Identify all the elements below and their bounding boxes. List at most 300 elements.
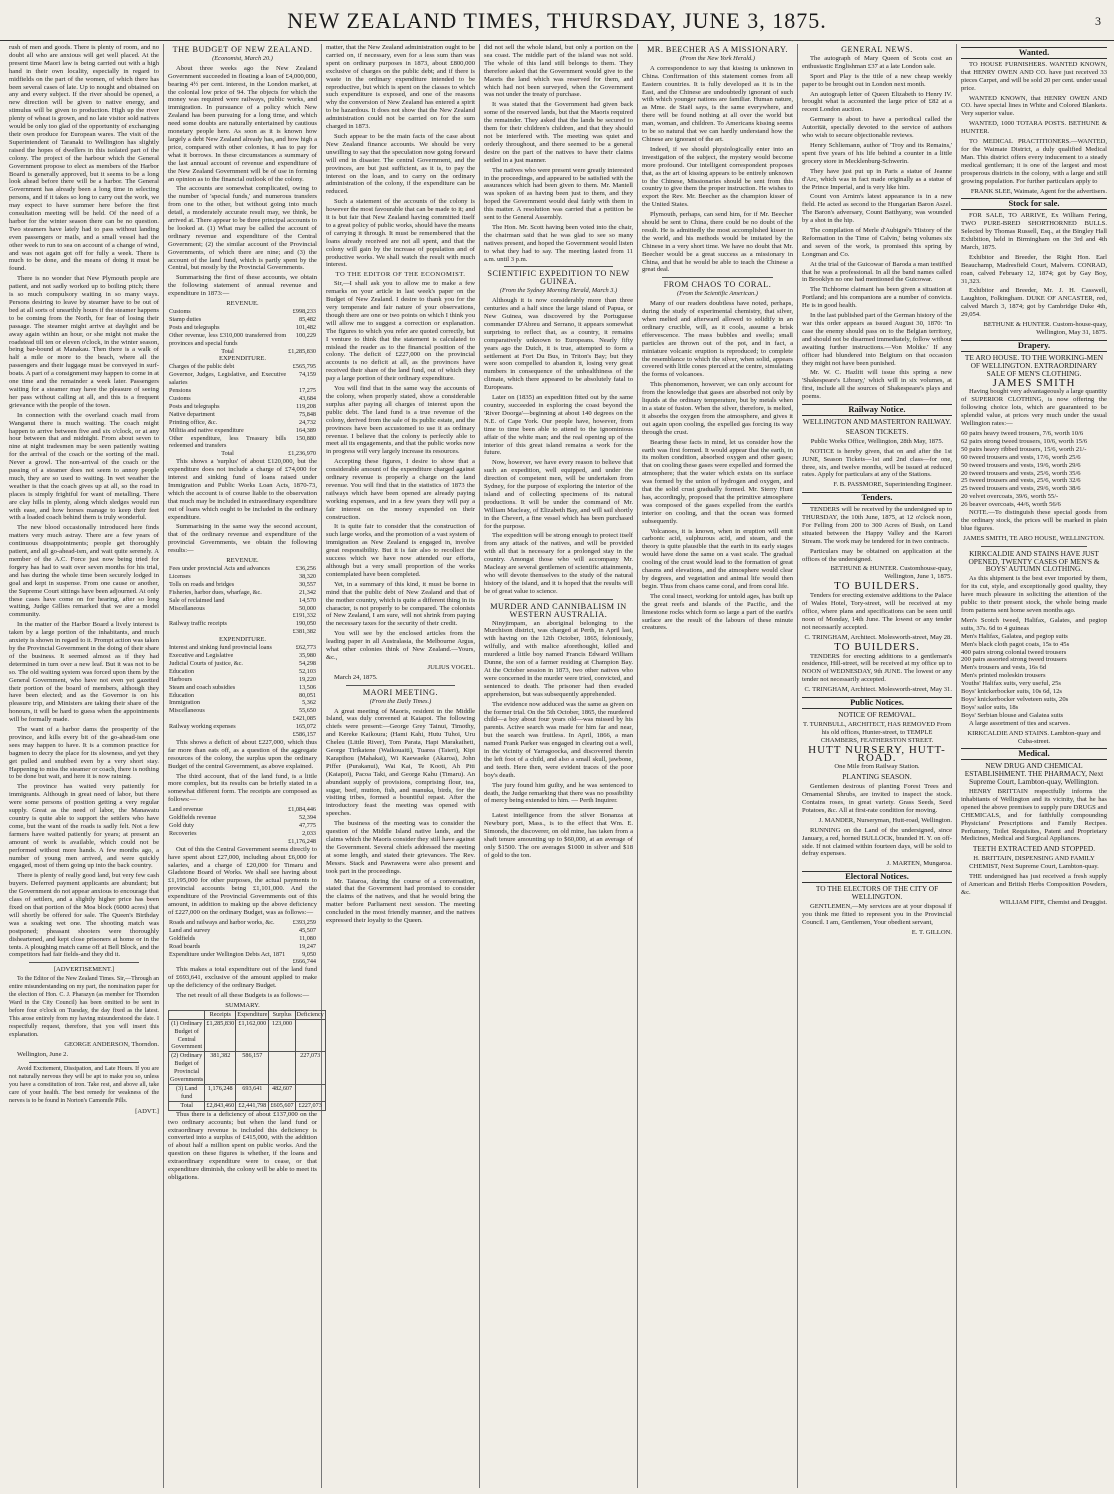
article-text: Many of our readers doubtless have noted, perhaps, during the study of experimental chemistry, that silver, when melted and afterward allowed to solidify in an ordinary crucible, will, as it cools, assume a brisk effervescence. The mass bubbles and swells; small particles are thrown out of the pot, and in fact, a miniature volcanic eruption is reproduced; to complete the resemblance to which the silver, when solid, appears covered with little cones pierced at the centre, simulating the forms of volcanoes. (642, 300, 793, 379)
table-cell: 101,482 (295, 323, 316, 331)
table-row (168, 943, 317, 951)
column-3 (323, 44, 478, 1488)
article-text: Ninyjimpam, an aboriginal belonging to the Murchison district, was charged at Perth, in April last, with having on the 12th October, 1865, feloniously, wilfully, and with malice aforethought, killed and murdered a little boy named Francis Edward William Dunne, the son of a farmer residing at Champion Bay. At the October session in 1873, two other natives who were concerned in the murder were tried, convicted, and sentenced to death. The prisoner had then evaded apprehension, but was subsequently apprehended. (484, 619, 633, 698)
advert-text: NOTICE is hereby given, that on and after the 1st JUNE, Season Tickets—1st and 2nd class—for one, three, six, and twelve months, will be issued at reduced rates. Apply for particulars at any of the Stations. (802, 447, 952, 479)
section-heading: Railway Notice. (802, 404, 952, 416)
advert-signature: C. TRINGHAM, Architect. Molesworth-street, May 28. (804, 633, 952, 641)
table-row (169, 1085, 326, 1102)
advert-title: TO BUILDERS. (834, 580, 920, 593)
table-row (168, 620, 317, 628)
table-row (168, 427, 317, 435)
letter-text: You will see by the enclosed articles from the leading paper in all Australasia, the Melbourne Argus, what other colonies think of New Zealand.—Yours, &c., (326, 630, 475, 661)
section-heading: Stock for sale. (961, 198, 1107, 210)
table-cell: Charges of the public debt (169, 363, 235, 371)
table-total (168, 958, 317, 966)
list-item: 400 pairs strong colonial tweed trousers (961, 648, 1067, 656)
article-text: The new blood occasionally introduced here finds matters very much astray. There are a few years of continuous disappointments; people get thoroughly patient, and all go-ahead-ism, and wait quite serenely. A member of the A.C. Force just now being tried for forgery has had to wait over seven months for his trial, and has during the whole time been securely lodged in goal and kept in suspense. From one cause or another, the Supreme Court sittings have been adjourned. At only these cases have come on for hearing, after so long waiting, Judge Gillies remarked that we are a model community. (9, 524, 159, 619)
list-item: 20 tweed trousers and vests, 25/6, worth 35/6 (961, 469, 1081, 477)
table-cell: 52,394 (298, 814, 316, 822)
letter-text: It is quite fair to consider that the construction of such large works, and the promotion of a vast system of immigration as New Zealand is engaged in, involve great responsibility. But it is fair also to recollect the success which we have now attended our efforts, although but a very small proportion of the works contemplated have been completed. (326, 523, 475, 578)
table-cell: Expenditure (237, 1010, 268, 1018)
advert-title: KIRKCALDIE AND STAINS HAVE JUST OPENED, TWENTY CASES OF MEN'S & BOYS' AUTUMN CLOTHING. (968, 548, 1100, 574)
article-text: matter, that the New Zealand administration ought to be carried on, if necessary, even for a less sum than was spent on ordinary purposes in 1873, about £800,000 exclusive of charges on the public debt; and if there is waste in the ordinary expenditure intended to be reproductive, but which is spent on the classes to which such expenditure is exposed, and one of the reasons why the conversion of New Zealand has entered a spirit to be hazardous. It does not show that the New Zealand administration could not be carried on for the sum charged in 1873. (326, 44, 475, 131)
headline: MURDER AND CANNIBALISM IN WESTERN AUSTRALIA. (490, 601, 627, 619)
table-cell: 2,033 (302, 829, 316, 837)
provincial-revenue-table (168, 565, 317, 636)
advert-signature: E. T. GILLON. (911, 928, 952, 936)
table-row (168, 935, 317, 943)
advert-subtitle: PLANTING SEASON. (842, 772, 912, 782)
table-cell: Deficiency (296, 1010, 324, 1018)
table-cell (168, 612, 288, 620)
table-row (168, 581, 317, 589)
advert-note: A large assortment of ties and scarves. (969, 719, 1071, 727)
table-total (168, 450, 317, 458)
article-text: Summarising the first of these accounts, we obtain the following statement of annual revenue and expenditure in 1873:— (168, 274, 317, 298)
letter-signature: JULIUS VOGEL. (427, 663, 475, 671)
list-item: Boys' knickerbocker velveteen suits, 20s (961, 695, 1069, 703)
advert-title: TO BUILDERS. (834, 640, 920, 653)
headline: SCIENTIFIC EXPEDITION TO NEW GUINEA. (487, 269, 630, 287)
table-cell: Railway traffic receipts (169, 620, 227, 628)
advert-text: Exhibitor and Breeder, Mr. J. H. Casswell, Laughton, Folkingham. DUKE OF ANCASTER, red, calved March 3, 1874; got by Cambridge Duke 4th, 29,054. (961, 287, 1107, 319)
divider (346, 685, 455, 686)
article-text: The accounts are somewhat complicated, owing to the number of 'special funds,' and numerous transfers from one to the other, but without going into much detail, a moderately accurate result may, we think, be arrived at. There appear to be three principal accounts to be looked at. (1) What may be called the account of ordinary revenue and expenditure of the Central Government; (2) the similar account of the Provincial Governments, of which there are nine; and (3) the account of the land fund, which is partly spent by the Central, but mostly by the Provincial Governments. (168, 185, 317, 272)
table-row (168, 332, 317, 348)
advert-signature: BETHUNE & HUNTER. Custom-house-quay, Wellington, May 31, 1875. (983, 321, 1107, 336)
article-text: It was stated that the Government had given back some of the reserved lands, but that the Maoris required the remainder. They asked that the lands be secured to them for their children's children, and that they should not be interfered with. The meeting was quiet and orderly throughout, and there seemed to be a general desire on the part of the natives to have their claims settled in a just manner. (484, 101, 633, 164)
table-row (168, 806, 317, 814)
table-cell: Total (169, 1101, 205, 1110)
table-cell (169, 1010, 205, 1019)
list-item: 60 pairs heavy tweed trousers, 7/6, worth 10/6 (961, 429, 1084, 437)
table-cell: £1,162,000 (236, 1019, 269, 1052)
table-total (168, 715, 317, 723)
advert-subtitle: SEASON TICKETS. (845, 426, 909, 436)
table-cell: Tolls on roads and bridges (169, 580, 235, 588)
letter-text: You will find that in the same way the accounts of the colony, when properly stated, show a considerable surplus after paying all charges of interest upon the public debt. The land fund is a true revenue of the colony, derived from the sale of its public estate, and the provinces have been accustomed to use it as ordinary revenue. I believe that the colony is perfectly able to meet all its engagements, and that the public works now in progress will very largely increase its resources. (326, 385, 475, 456)
advert-signature: J. MARTEN, Mungaroa. (886, 860, 952, 868)
table-cell (295, 1085, 325, 1102)
article-text: The net result of all these Budgets is as follows:— (176, 992, 310, 1000)
advert-text: HENRY BRITTAIN respectfully informs the inhabitants of Wellington and its vicinity, that he has opened the above premises to supply pure DRUGS and CHEMICALS, and for faithfully compounding Physicians' Prescriptions and Family Recipes. Perfumery, Toilet Requisites, Patent and Proprietary Medicines, Medical and Surgical Appliances. (961, 788, 1107, 843)
article-text: The business of the meeting was to consider the question of the Middle Island native lands, and the claims which the Maoris consider they still have against the Government. Several chiefs addressed the meeting at some length, and stated their grievances. The Rev. Messrs. Stack and Pawrawera were also present and took part in the proceedings. (326, 820, 475, 875)
table-cell: £565,795 (292, 363, 316, 371)
provincial-expenditure-table (168, 644, 317, 739)
column-rule (637, 44, 638, 1488)
source-line: (From the Scientific American.) (677, 290, 758, 298)
table-cell: Total (221, 450, 234, 458)
advert-text: Particulars may be obtained on application at the offices of the undersigned. (802, 547, 952, 563)
land-expenditure-table (168, 919, 317, 966)
letter-signature: GEORGE ANDERSON, Thorndon. (64, 1041, 159, 1049)
table-cell: Sale of reclaimed land (169, 596, 225, 604)
table-cell: 100,229 (295, 331, 316, 339)
table-cell: Posts and telegraphs (169, 323, 220, 331)
table-cell: Fisheries, harbor dues, wharfage, &c. (169, 588, 262, 596)
dateline: March 24, 1875. (334, 673, 378, 681)
table-cell: Goldfields revenue (169, 814, 217, 822)
divider (504, 266, 613, 267)
advert-text: GENTLEMEN,—My services are at your disposal if you think me fitted to represent you in the Provincial Council. I am, Gentlemen, Your obedient servant, (802, 903, 952, 926)
advert-signature: J. MANDER, Nurseryman, Hutt-road, Wellington. (818, 816, 952, 824)
article-text: Such appear to be the main facts of the case about New Zealand finance accounts. We should be very unwilling to say that the speculation now going forward will end in disaster. The central Government, and the provinces, are but just sufficient, as it is, to pay the interest on the loan, and to carry on the ordinary administration of the colony, if the expenditure can be reduced. (326, 132, 475, 196)
list-item: Men's black cloth pagot coats, 15s to 45s (961, 640, 1070, 648)
table-cell: £1,236,970 (288, 450, 316, 458)
table-cell: 1,176,248 (205, 1085, 236, 1102)
table-heading: EXPENDITURE. (218, 636, 267, 644)
table-cell: 43,684 (298, 394, 316, 402)
table-cell: Miscellaneous (169, 707, 205, 715)
list-item: 50 tweed trousers and vests, 19/6, worth 29/6 (961, 461, 1081, 469)
section-heading: Public Notices. (802, 697, 952, 709)
column-rule (163, 44, 164, 1488)
advert-text: T. TURNBULL, ARCHITECT, HAS REMOVED From his old offices, Hunter-street, to TEMPLE CHAMBERS, FEATHERSTON STREET. (803, 720, 951, 744)
table-cell: 24,732 (298, 418, 316, 426)
table-cell: £998,233 (292, 308, 316, 315)
table-row (168, 951, 317, 959)
table-row (168, 652, 317, 660)
table-cell: 693,641 (236, 1085, 269, 1102)
list-item: 60 tweed trousers and vests, 17/6, worth 25/6 (961, 453, 1081, 461)
column-4 (481, 44, 636, 1488)
article-text: The jury found him guilty, and he was sentenced to death, the Judge remarking that there was no possibility of mercy being extended to him. — Perth Inquirer. (484, 781, 633, 805)
table-cell: Printing office, &c. (169, 418, 218, 426)
advert-text: THE undersigned has just received a fresh supply of American and British Herbs Composition Powders, &c. (961, 873, 1107, 896)
table-cell: Land and survey (169, 926, 211, 934)
list-item: Youths' Halifax suits, very useful, 25s (961, 680, 1061, 688)
table-cell: 586,157 (236, 1052, 269, 1085)
table-cell: £605,607 (270, 1101, 294, 1109)
news-item: In the last published part of the German history of the war this order appears as issued August 30, 1870: 'In case the enemy should pass on to the Belgian territory, and should not be disarmed immediately, follow without awaiting further instructions.—Von Moltke.' If any officer had blundered into Belgium on that occasion they might not have been punished. (802, 312, 952, 367)
table-row (168, 435, 317, 451)
advert-text: FOR SALE, TO ARRIVE, Ex William Fering, TWO PURE-BRED SHORTHORNED BULLS. Selected by Thomas Russell, Esq., at the Bingley Hall Exhibition, held in Birmingham on the 3rd and 4th March, 1875. (961, 212, 1107, 251)
column-rule (321, 44, 322, 1488)
table-row (168, 668, 317, 676)
land-fund-table (168, 806, 317, 846)
table-cell: £421,085 (292, 715, 316, 723)
table-cell: Surplus (269, 1010, 295, 1019)
table-cell: (1) Ordinary Budget of Central Government (169, 1019, 205, 1052)
news-item: Count von Arnim's latest appearance is in a new field. He acted as second to the Hungarian Baron Aszel. The Baron's adversary, Count Batthyany, was wounded by a shot in the hip. (802, 193, 952, 225)
table-row (168, 387, 317, 395)
section-heading: Medical. (961, 748, 1107, 760)
table-cell: 55,650 (298, 707, 316, 715)
table-cell: 17,275 (298, 387, 316, 395)
table-row (168, 660, 317, 668)
news-item: Mr. W. C. Hazlitt will issue this spring a new 'Shakespeare's Library,' which will in six volumes, at first, include all the sources of Shakespeare's plays and poems. (802, 369, 952, 401)
news-item: The compilation of Merle d'Aubigné's 'History of the Reformation in the Time of Calvin,' being volumes six and seven of the work, is promised this spring by Longman and Co. (802, 227, 952, 258)
headline: TO THE EDITOR OF THE ECONOMIST. (335, 271, 466, 279)
advert-signature: FRANK SLEE, Waimate, Agent for the advertisers. (970, 187, 1107, 195)
letter-text: Yet, in a summary of this kind, it must be borne in mind that the public debt of New Zealand and that of the mother country, which is quite a different thing in its character, is not properly to be compared. The colonists of New Zealand, I am sure, will not shrink from paying the necessary taxes for the security of their credit. (326, 580, 475, 628)
table-row (168, 927, 317, 935)
advert-text: Avoid Excitement, Dissipation, and Late Hours. If you are not naturally nervous they will be apt to make you so, unless you have a constitution of iron. Take rest, and above all, take care of your health. The best remedy for weakness of the nerves is to be found in Norton's Camomile Pills. (9, 1066, 159, 1104)
table-cell: 123,000 (269, 1019, 295, 1052)
headline: FROM CHAOS TO CORAL. (663, 280, 772, 290)
article-text: This shows a deficit of about £227,000, which thus far more than eats off, as a question of the aggregate resources of the colony, the surplus upon the ordinary Budget of the central Government, as above explained. (168, 738, 317, 770)
table-cell: Judicial Courts of justice, &c. (169, 659, 243, 667)
table-cell: 150,880 (295, 434, 316, 442)
article-text: This shows a 'surplus' of about £120,000, but the expenditure does not include a charge of £74,000 for interest and sinking fund of loans raised under Immigration and Public Works Loan Acts, 1870-73, which the account is of course liable to the observation that much may be included in extraordinary expenditure out of loans which ought to be included in the ordinary expenditure. (168, 458, 317, 521)
article-text: About three weeks ago the New Zealand Government succeeded in floating a loan of £4,000,000, bearing 4½ per cent. interest, in the London market, at the colonial low price of 94. The objects for which the money was required were railways, public works, and immigration. In pursuance of a policy which New Zealand has been pursuing for a long time, and which need some doubts are naturally entertained by cautious monetary people here. As soon as it is known how largely a debt New Zealand already has, and how high a price, compared with other colonies, it has to pay for what it borrows. In these circumstances a summary of the last annual account of revenue and expenditure of the New Zealand Government will be of use in forming an opinion as to the financial outlook of the colony. (168, 64, 317, 183)
table-cell: Education (169, 667, 195, 675)
table-row (168, 395, 317, 403)
list-item: 25 tweed trousers and vests, 25/6, worth 32/6 (961, 477, 1081, 485)
news-item: An autograph letter of Queen Elizabeth to Henry IV. brought what is accounted the large price of £82 at a recent London auction. (802, 90, 952, 114)
divider (662, 277, 773, 278)
advert-text: Tenders for erecting extensive additions to the Palace of Wales Hotel, Tory-street, will be received at my office, where plans and specifications can be seen until noon of Monday, 14th June. The lowest or any tender not necessarily accepted. (802, 592, 952, 631)
advert-title: NOTICE OF REMOVAL. (838, 709, 916, 719)
advert-tag: [ADVT.] (135, 1107, 159, 1115)
article-text: The expedition will be strong enough to protect itself from any attack of the natives, and will be provided with all that is necessary for a prolonged stay in the country. Amongst those who will accompany Mr. Macleay are several gentlemen of scientific attainments, who will devote themselves to the study of the natural history of the island, and it is hoped that the results will be of great value to science. (484, 532, 633, 595)
table-row (169, 1101, 326, 1110)
list-item: 20 velvet overcoats, 39/6, worth 55/- (961, 493, 1059, 501)
table-row (168, 371, 317, 387)
source-line: (From the New York Herald.) (680, 54, 755, 62)
article-text: The want of a harbor dams the prosperity of the province, and kills every bit of the go-ahead-ism one sees may happen to have. It is a common practice for bagmen to decry the place for its slowness, and yet they get pulled and snubbed even by a very short stay. Happening to miss the steamer or coach, there is nothing to be done but wait, and here it is now raining. (9, 726, 159, 781)
table-row (168, 644, 317, 652)
table-cell: £1,176,248 (288, 837, 316, 845)
table-cell: Steam and coach subsidies (169, 683, 236, 691)
table-cell: £393,259 (292, 918, 316, 926)
advert-signature: C. TRINGHAM, Architect. Molesworth-street, May 31. (804, 686, 952, 694)
table-cell: Militia and native expenditure (169, 426, 244, 434)
list-item: 62 pairs strong tweed trousers, 10/6, worth 15/6 (961, 437, 1088, 445)
article-text: A correspondence to say that kissing is unknown in China. Confirmation of this statement comes from all Eastern countries. It is fully developed as it is in the East, and the Chinese are undoubtedly ignorant of such with which younger nations are familiar. Human nature, as Mme. de Staël says, is the same everywhere, and there will be found nothing at all over the world but man, woman, and children. To Americans kissing seems to be so natural that we can hardly understand how the Chinese are ignorant of the art. (642, 64, 793, 143)
column-rule (479, 44, 480, 1488)
news-item: The autograph of Mary Queen of Scots cost an enthusiastic Englishman £37 at a late London sale. (802, 54, 952, 70)
table-heading: REVENUE. (226, 557, 259, 565)
table-cell: 13,506 (298, 683, 316, 691)
table-total (168, 628, 317, 636)
table-cell: Goldfields (169, 934, 196, 942)
article-text: Latest intelligence from the silver Bonanza at Newbury port, Mass., is to the effect that Wm. E. Simonds, the discoverer, on old mine, has taken from a shaft tenure amounting up to $60,000, at an average of only $1500. The ore averages $1000 in silver and $18 of gold to the ton. (484, 812, 633, 859)
letter-text: Accepting these figures, I desire to show that a considerable amount of the expenditure charged against ordinary revenue is properly a charge on the land revenue. You will find that in the statistics of 1873 the railways which have been opened are already paying working expenses, and in a few years they will pay a fair interest on the money expended on their construction. (326, 458, 475, 521)
table-cell: Education (169, 691, 195, 699)
table-cell: Posts and telegraphs (169, 402, 220, 410)
list-item: Boys' sailor suits, 18s (961, 703, 1019, 711)
advert-text: As this shipment is the best ever imported by them, for its cut, style, and exceptionally good quality, they have much pleasure in soliciting the attention of the public to their present stock, the whole being made from patterns sent home seven months ago. (961, 575, 1107, 614)
article-text: Plymouth, perhaps, can send him, for if Mr. Beecher should be sent to China, there could be no doubt of the result. He is admittedly the most accomplished kisser in the world, and his methods would be imitated by the Chinese in a very short time. We have no doubt that Mr. Beecher would be a great success as a missionary in China, and that he would be able to teach the Chinese a great deal. (642, 211, 793, 274)
advert-title: WELLINGTON AND MASTERTON RAILWAY. (802, 416, 952, 426)
article-text: did not sell the whole island, but only a portion on the sea coast. The middle part of the island was not sold. The whole of this land still belongs to them. They therefore asked that the Government would give to the Maoris the land which was reserved for them, and which had not been surveyed, when the Government was not under the treaty of purchase. (484, 44, 633, 99)
table-heading: SUMMARY. (225, 1001, 260, 1009)
advert-text: Having bought very advantageously a large quantity of SUPERIOR CLOTHING, is now offering the following choice lots, which are guaranteed to be splendid value, at prices very much under the usual Wellington rates:— (961, 388, 1107, 428)
table-cell: Expenditure under Wellington Debts Act, 1871 (169, 950, 286, 958)
advert-signature: WILLIAM FIFE, Chemist and Druggist. (999, 898, 1107, 906)
list-item: 50 pairs heavy ribbed trousers, 15/6, worth 21/- (961, 445, 1087, 453)
table-cell: £227,073 (295, 1101, 325, 1110)
article-text: Out of this the Central Government seems directly to have spent about £27,000, including about £6,000 for salaries, and a charge of £20,000 for Timaru and Gladstone Board of Works. We shall see having about £1,195,000 for other purposes, the actual payments to provincial accounts being £1,101,000. And the expenditure of the Provincial Governments out of this amount, in addition to making up the above deficiency of £227,000 on the ordinary Budget, was as follows:— (168, 845, 317, 916)
table-total (168, 612, 317, 620)
table-row (168, 308, 317, 316)
table-cell: 50,000 (298, 604, 316, 612)
advert-title: NEW DRUG AND CHEMICAL ESTABLISHMENT. THE PHARMACY, Next Supreme Court, Lambton-quay, Wellington. (964, 761, 1104, 787)
article-text: The coral insect, working for untold ages, has built up the great reefs and islands of the Pacific, and the limestone rocks which form so large a part of the earth's surface are the result of the labours of these minute creatures. (642, 592, 793, 632)
table-row (168, 822, 317, 830)
section-heading: Wanted. (961, 47, 1107, 59)
table-cell: 54,298 (298, 659, 316, 667)
table-cell: Other expenditure, less Treasury bills redeemed and transfers (169, 434, 287, 450)
article-text: The evidence now adduced was the same as given on the former trial. On the 5th October, 1865, the murdered child—a boy about four years old—was missed by his parents. Active search was made for him far and near, but the search was fruitless. In April, 1866, a man named Frank Parker was engaged in clearing out a well, in the vicinity of Yarragoocka, and discovered therein the left foot of a child, and also a small skull, jawbone, and teeth. Here then, were evident traces of the poor boy's death. (484, 700, 633, 779)
news-item: The Tichborne claimant has been given a situation at Portland; and his companions are a number of convicts. He is in good health. (802, 286, 952, 310)
table-row (168, 411, 317, 419)
divider (29, 962, 139, 963)
table-cell: £2,441,798 (236, 1101, 269, 1110)
table-total (168, 838, 317, 846)
table-cell (168, 731, 288, 739)
advert-text: TO MEDICAL PRACTITIONERS.—WANTED, for the Waimate District, a duly qualified Medical Man. This district offers every inducement to a steady medical gentleman; it is one of the largest and most prosperous districts in the colony, with a large and still growing population. For further particulars apply to (961, 138, 1107, 185)
column-rule (956, 44, 957, 1488)
article-text: Volcanoes, it is known, when in eruption will emit carbonic acid, sulphurous acid, and steam, and the theory is quite plausible that the earth in its early stages would have done the same on a vast scale. The gradual cooling of the crust would lead to the formation of great chasms and elevations, and the atmosphere would clear by degrees, and vegetation and animal life would then begin. Thus from chaos came coral, and from coral life. (642, 527, 793, 590)
article-text: Mr. Taiaroa, during the course of a conversation, stated that the Government had promised to consider the claims of the natives, and that he would bring the matter before Parliament next session. The meeting concluded in the most friendly manner, and the natives expressed their loyalty to the Queen. (326, 877, 475, 925)
table-cell: £1,084,446 (288, 806, 316, 814)
table-cell: 30,557 (298, 580, 316, 588)
table-cell (168, 715, 288, 723)
news-item: At the trial of the Guicowar of Baroda a man testified that he was a professional. In all the band names called in Brooklyn no one had mentioned the Guicowar. (802, 260, 952, 284)
divider (981, 546, 1087, 547)
table-row (168, 830, 317, 838)
list-item: Men's printed moleskin trousers (961, 672, 1046, 680)
table-cell: 227,073 (295, 1052, 325, 1085)
article-text: This makes a total expenditure out of the land fund of £693,641, exclusive of the amount applied to make up the deficiency of the ordinary Budget. (168, 966, 317, 990)
table-row (168, 419, 317, 427)
advert-title: TO THE ELECTORS OF THE CITY OF WELLINGTON. (815, 884, 939, 902)
headline: THE BUDGET OF NEW ZEALAND. (172, 45, 313, 54)
table-cell: £62,773 (295, 644, 316, 652)
table-cell: Miscellaneous (169, 604, 205, 612)
article-text: The third account, that of the land fund, is a little more complex, but its results can be briefly stated in a somewhat different form. The receipts are composed as follows:— (168, 772, 317, 804)
table-cell (168, 628, 288, 636)
table-cell (269, 1052, 295, 1085)
table-cell: 190,050 (295, 620, 316, 628)
table-cell: Pensions (169, 387, 192, 395)
table-cell: (2) Ordinary Budget of Provincial Governments (170, 1052, 204, 1084)
table-heading: EXPENDITURE. (218, 355, 267, 363)
table-row (168, 403, 317, 411)
headline: MR. BEECHER AS A MISSIONARY. (647, 45, 788, 54)
list-item: Men's trousers and vests, 16s 6d (961, 664, 1047, 672)
dateline: Wellington, June 2. (17, 1051, 69, 1059)
table-row (168, 565, 317, 573)
table-cell: Customs (169, 394, 191, 402)
advert-text: Gentlemen desirous of planting Forest Trees and Ornamental Shrubs, are invited to inspect the stock. Contains roses, in great variety. Grass Seeds, Seed Potatoes, &c. All at first-rate condition for moving. (802, 783, 952, 814)
table-cell: Immigration (169, 699, 200, 707)
advert-text: WANTED, 1000 TOTARA POSTS. BETHUNE & HUNTER. (961, 120, 1107, 136)
column-1 (6, 44, 162, 1488)
table-cell: Total (221, 347, 234, 355)
table-cell: Harbours (169, 675, 193, 683)
table-cell: Native department (169, 410, 215, 418)
advert-signature: H. BRITTAIN, DISPENSING AND FAMILY CHEMIST, Next Supreme Court, Lambton-quay. (969, 855, 1099, 871)
table-cell: £1,285,830 (288, 347, 316, 355)
table-row (168, 363, 317, 371)
table-cell: £586,157 (292, 731, 316, 739)
table-row (168, 573, 317, 581)
column-5 (639, 44, 796, 1488)
article-text: There is plenty of really good land, but very few cash buyers. Deferred payment applicants are abundant; but the Government do not appear anxious to encourage that class of settlers, and a slightly higher price has been fixed on that portion of the Moa block (6000 acres) that will shortly be offered for sale. The Queen's Birthday was a soaking wet one. The shooting match was postponed; pheasant shooters were thoroughly disheartened, and kept close prisoners at home or in the tents. A ploughing match came off at Bell Block, and the competitors had fair fields-and they did it. (9, 872, 159, 959)
table-row (168, 597, 317, 605)
section-heading: Electoral Notices. (802, 871, 952, 883)
table-cell: 21,342 (298, 588, 316, 596)
table-cell: 381,382 (205, 1052, 236, 1085)
table-cell: 38,320 (298, 572, 316, 580)
table-total (168, 731, 317, 739)
article-text: In the matter of the Harbor Board a lively interest is taken by a large portion of the inhabitants, and much anxiety is shown in regard to it. Prompt action was taken by the Provincial Government in the doing of their share of the business. It seemed almost as if they had determined in turn over a new leaf. But it was not to be so. The old waiting system was forced upon them by the General Government, who have not even yet gazetted their portion of the board of members, although they have been elected; and as the Governor is on his pleasure trip, and Ministers are taking their share of the honours, it will be hard to guess when the appointments will be formally made. (9, 621, 159, 724)
article-text: The natives who were present were greatly interested in the proceedings, and appeared to be satisfied with the assurances which had been given to them. Mr. Mantell was spoken of as having been just to them, and they hoped the Government would deal fairly with them in this matter. A resolution was carried that a petition be sent to the General Assembly. (484, 166, 633, 222)
column-rule (797, 44, 798, 1488)
summary-table (168, 1010, 326, 1111)
table-cell: 9,050 (302, 950, 316, 958)
table-cell: £2,843,460 (206, 1101, 235, 1109)
table-row (168, 676, 317, 684)
column-2 (165, 44, 324, 1488)
masthead (0, 4, 1114, 41)
table-cell: 11,080 (299, 934, 316, 942)
article-text: Summarising in the same way the second account, that of the ordinary revenue and expenditure of the provincial Governments, we obtain the following results:— (168, 523, 317, 555)
table-row (169, 1052, 326, 1085)
table-row (168, 723, 317, 731)
article-text: rush of men and goods. There is plenty of room, and no doubt all who are anxious will get well placed. At the present time Maori law is being carried out with a high hand in their own locality, especially in regard to midfields on the part of the women, of which there has been several cases of late. Up to nought and obtained on any and every subject. If the river should be opened, a new direction will be given to native energy, and stimulus will be given to production. High up the river plenty of wheat is grown, and no late visitor sold natives would be only too glad of the opportunity of exchanging their own produce for European wares. The visit of the Superintendent of Taranaki to Wellington has slightly raised the hopes of dwellers in this isolated part of the colony. The project of the harbour which the General Government propose to elect as members of the Harbor Board is generally approved, but it seems to be a long look ahead before there will be a harbor. The General Government has already been a long time in selecting persons, and if it takes so long to carry out the work, we may expect to have summer here before the first consultation meeting will be held. Of the need of a harbor for the winter season there can be no question. Two steamers have lately had to pass without landing even passengers or mails, and a small vessel had the other week to run to sea on account of a change of wind, and was not again got off for fully a week. There is much to be done, and the means of doing it must be found. (9, 44, 159, 273)
advert-signature: BETHUNE & HUNTER. Customhouse-quay, Wellington, June 1, 1875. (830, 565, 952, 581)
table-cell: £36,256 (295, 565, 316, 572)
revenue-table (168, 308, 317, 355)
table-cell: Gold duty (169, 822, 194, 829)
article-text: Although it is now considerably more than three centuries and a half since the large island of Papua, or New Guinea, was discovered by the Portuguese commander D'Abreu and Serrano, it appears somewhat surprising to reflect that, as a country, it remains comparatively unknown to Europeans. Nearly fifty years ago the Dutch, it is true, attempted to form a settlement at Fort Du Bus, in Triton's Bay; but they were soon compelled to abandon it, losing very great numbers in consequence of the unhealthiness of the climate, which there appeared to be absolutely fatal to Europeans. (484, 297, 633, 392)
list-item: Boys' Serbian blouse and Galatea suits (961, 711, 1064, 719)
news-item: Henry Schliemann, author of 'Troy and its Remains,' spent five years of his life behind a counter in a little grocery store in Mecklenburg-Schwerin. (802, 141, 952, 165)
table-row (168, 589, 317, 597)
table-cell: £191,332 (292, 612, 316, 620)
advert-subtitle: One Mile from Railway Station. (834, 763, 920, 771)
table-cell: 45,507 (298, 926, 316, 934)
table-row (168, 316, 317, 324)
table-cell: Customs (169, 308, 191, 315)
table-row (168, 814, 317, 822)
table-cell: 19,220 (298, 675, 316, 683)
article-text: Later on (1835) an expedition fitted out by the same country, succeeded in exploring the coast beyond the 'River Doorga'—beginning at about 140 degrees on the N.E. of Cape York. Our people have, however, from time to time been able to attend to the ignominious affair of the white man; and the real opening up of the interior of this great island remains a work for the future. (484, 394, 633, 457)
table-cell: Governor, Judges, Legislative, and Executive salaries (169, 371, 287, 387)
table-cell: £381,382 (292, 628, 316, 636)
divider (504, 808, 613, 809)
headline: MAORI MEETING. (362, 687, 439, 697)
table-cell: Licenses (169, 572, 191, 580)
table-cell: 80,051 (298, 691, 316, 699)
table-cell: £666,744 (292, 958, 316, 966)
table-heading: REVENUE. (226, 300, 259, 308)
letter-text: Sir,—I shall ask you to allow me to make a few remarks on your article in last week's paper on the Budget of New Zealand. I desire to thank you for the very temperate and fair nature of your observations, though there are one or two points on which I think you will allow me to suggest a correction or explanation. The figures to which you refer are quoted correctly, but I venture to think that the statement is calculated to mislead the reader as to the financial position of the colony. The deficit of £227,000 on the provincial accounts is no deficit at all, as the provinces have received their share of the land fund, out of which they pay a large portion of their ordinary expenditure. (326, 280, 475, 383)
advert-title: TE ARO HOUSE. TO THE WORKING-MEN OF WELLINGTON. EXTRAORDINARY SALE OF MEN'S CLOTHING. (964, 352, 1104, 378)
article-text: The province has waited very patiently for immigrants. Although in great need of labor, but there were some persons of position getting a very regular supply. Great as the need of labor, the Manawatu country is quite able to support the settlers who have come, but the want of the roads is sadly felt. Not a few farmers have waited patiently for years; at present an amount of work is available, which could not be performed without more hands. A few months ago, a number of young men arrived, and were quickly engaged, most of them going up into the back country. (9, 783, 159, 870)
news-item: Germany is about to have a periodical called the Autorität, specially devoted to the service of authors who wish to secure objectionable reviews. (802, 116, 952, 140)
article-text: The Hon. Mr. Scott having been voted into the chair, the chairman said that he was glad to see so many natives present, and hoped the Government would listen to what they had to say. The meeting lasted from 11 a.m. until 3 p.m. (484, 223, 633, 263)
list-item: Boys' knickerbocker suits, 10s 6d, 12s (961, 688, 1063, 696)
table-row (168, 605, 317, 613)
table-cell: 14,570 (298, 596, 316, 604)
table-cell: 52,103 (298, 667, 316, 675)
news-item: They have just put up in Paris a statue of Jeanne d'Arc, which was in fact made originally as a statue of the Prince Imperial, and is very like him. (802, 167, 952, 191)
advert-signature: JAMES SMITH, TE ARO HOUSE, WELLINGTON. (963, 534, 1105, 542)
table-cell: 85,482 (298, 315, 316, 323)
table-cell: 119,208 (296, 402, 316, 410)
advert-note: NOTE.—To distinguish these special goods from the ordinary stock, the prices will be marked in plain blue figures. (961, 509, 1107, 532)
list-item: 25 tweed trousers and vests, 29/6, worth 38/6 (961, 485, 1081, 493)
table-row (168, 324, 317, 332)
news-item: Sport and Play is the title of a new cheap weekly paper to be brought out in London next month. (802, 72, 952, 88)
table-total (168, 348, 317, 356)
article-text: Indeed, if we should physiologically enter into an investigation of the subject, the mystery would become more profound. Our intelligent correspondent proposes that, as the art of kissing appears to be entirely unknown to the Chinese, Missionaries should be sent from this country to give them the proper instruction. He wishes to export the Rev. Mr. Beecher as the champion kisser of the United States. (642, 145, 793, 209)
